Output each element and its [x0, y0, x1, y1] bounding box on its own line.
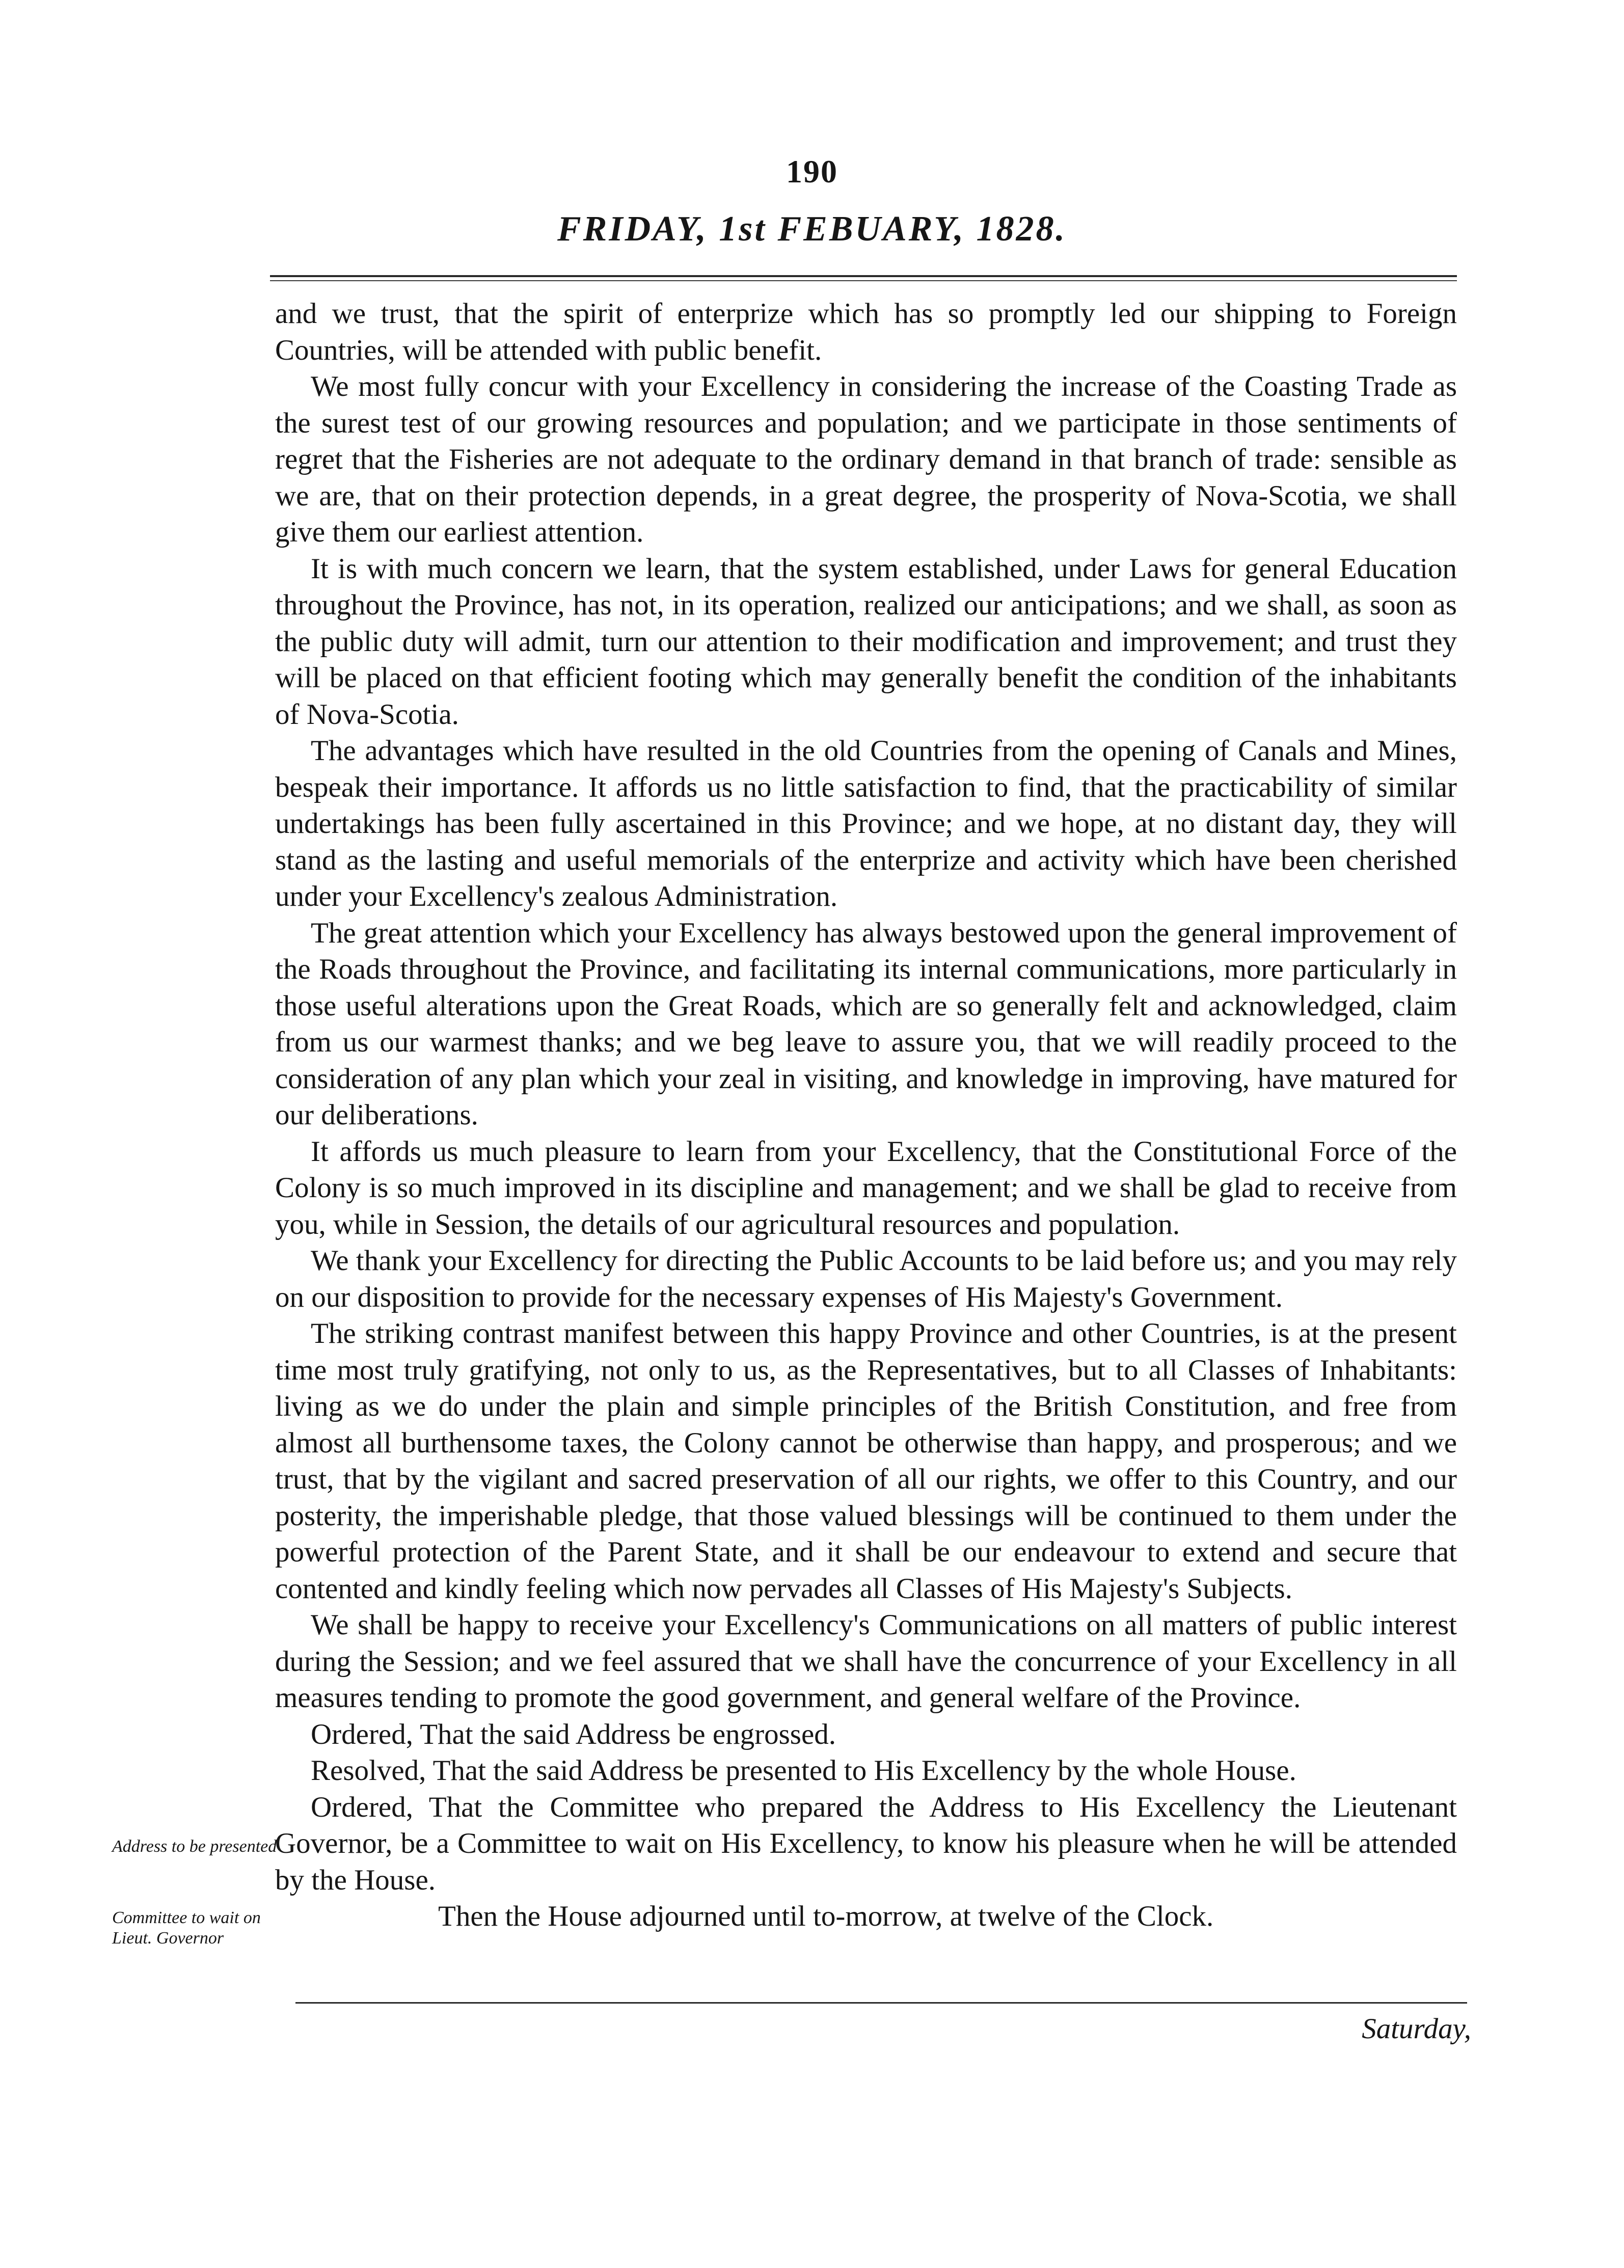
marginal-note-address: Address to be presented	[112, 1837, 277, 1856]
paragraph: The advantages which have resulted in the old Countries from the opening of Canals and Mines, bespeak their importance. It affords us no little satisfaction to find, that the practicability of similar undertakings has been fully ascertained in this Province; and we hope, at no distant day, they will stand as the lasting and useful memorials of the enterprize and activity which have been cherished under your Excellency's zealous Administration.	[275, 735, 1457, 912]
date-header: FRIDAY, 1st FEBUARY, 1828.	[557, 209, 1067, 249]
paragraph: The striking contrast manifest between this happy Province and other Countries, is at the present time most truly gratifying, not only to us, as the Representatives, but to all Classes of Inhabitants: living as we do under the plain and simple principles of the British Constitution, and free from almost all burthensome taxes, the Colony cannot be otherwise than happy, and prosperous; and we trust, that by the vigilant and sacred preservation of all our rights, we offer to this Country, and our posterity, the imperishable pledge, that those valued blessings will be continued to them under the powerful protection of the Parent State, and it shall be our endeavour to extend and secure that contented and kindly feeling which now pervades all Classes of His Majesty's Subjects.	[275, 1317, 1457, 1605]
top-rule	[270, 275, 1457, 277]
paragraph: and we trust, that the spirit of enterprize which has so promptly led our shipping to Foreign Countries, will be attended with public benefit.	[275, 298, 1457, 366]
page-number: 190	[786, 153, 838, 190]
catchword: Saturday,	[1362, 2013, 1471, 2045]
order-engrossed: Ordered, That the said Address be engrossed.	[311, 1718, 836, 1750]
paragraph: The great attention which your Excellency has always bestowed upon the general improvement of the Roads throughout the Province, and facilitating its internal communications, more particularly in those useful alterations upon the Great Roads, which are so generally felt and acknowledged, claim from us our warmest thanks; and we beg leave to assure you, that we will readily proceed to the consideration of any plan which your zeal in visiting, and knowledge in improving, have matured for our deliberations.	[275, 916, 1457, 1131]
bottom-rule	[295, 2002, 1467, 2004]
body-text	[275, 295, 1457, 1935]
paragraph: It is with much concern we learn, that the system established, under Laws for general Education throughout the Province, has not, in its operation, realized our anticipations; and we shall, as soon as the public duty will admit, turn our attention to their modification and improvement; and trust they will be placed on that efficient footing which may generally benefit the condition of the inhabitants of Nova-Scotia.	[275, 552, 1457, 731]
resolution-presented: Resolved, That the said Address be presented to His Excellency by the whole House.	[311, 1754, 1296, 1787]
paragraph: We thank your Excellency for directing the Public Accounts to be laid before us; and you may rely on our disposition to provide for the necessary expenses of His Majesty's Government.	[275, 1245, 1457, 1313]
marginal-note-committee: Committee to wait on Lieut. Governor	[112, 1908, 261, 1948]
top-rule-secondary	[270, 280, 1457, 281]
paragraph: We most fully concur with your Excellency in considering the increase of the Coasting Trade as the surest test of our growing resources and population; and we participate in those sentiments of regret that the Fisheries are not adequate to the ordinary demand in that branch of trade: sensible as we are, that on their protection depends, in a great degree, the prosperity of Nova-Scotia, we shall give them our earliest attention.	[275, 370, 1457, 548]
adjournment: Then the House adjourned until to-morrow, at twelve of the Clock.	[438, 1900, 1214, 1932]
order-committee: Ordered, That the Committee who prepared the Address to His Excellency the Lieutenant Governor, be a Committee to wait on His Excellency, to know his pleasure when he will be attended by the House.	[275, 1791, 1457, 1896]
paragraph: It affords us much pleasure to learn from your Excellency, that the Constitutional Force of the Colony is so much improved in its discipline and management; and we shall be glad to receive from you, while in Session, the details of our agricultural resources and population.	[275, 1135, 1457, 1240]
paragraph: We shall be happy to receive your Excellency's Communications on all matters of public interest during the Session; and we feel assured that we shall have the concurrence of your Excellency in all measures tending to promote the good government, and general welfare of the Province.	[275, 1609, 1457, 1714]
